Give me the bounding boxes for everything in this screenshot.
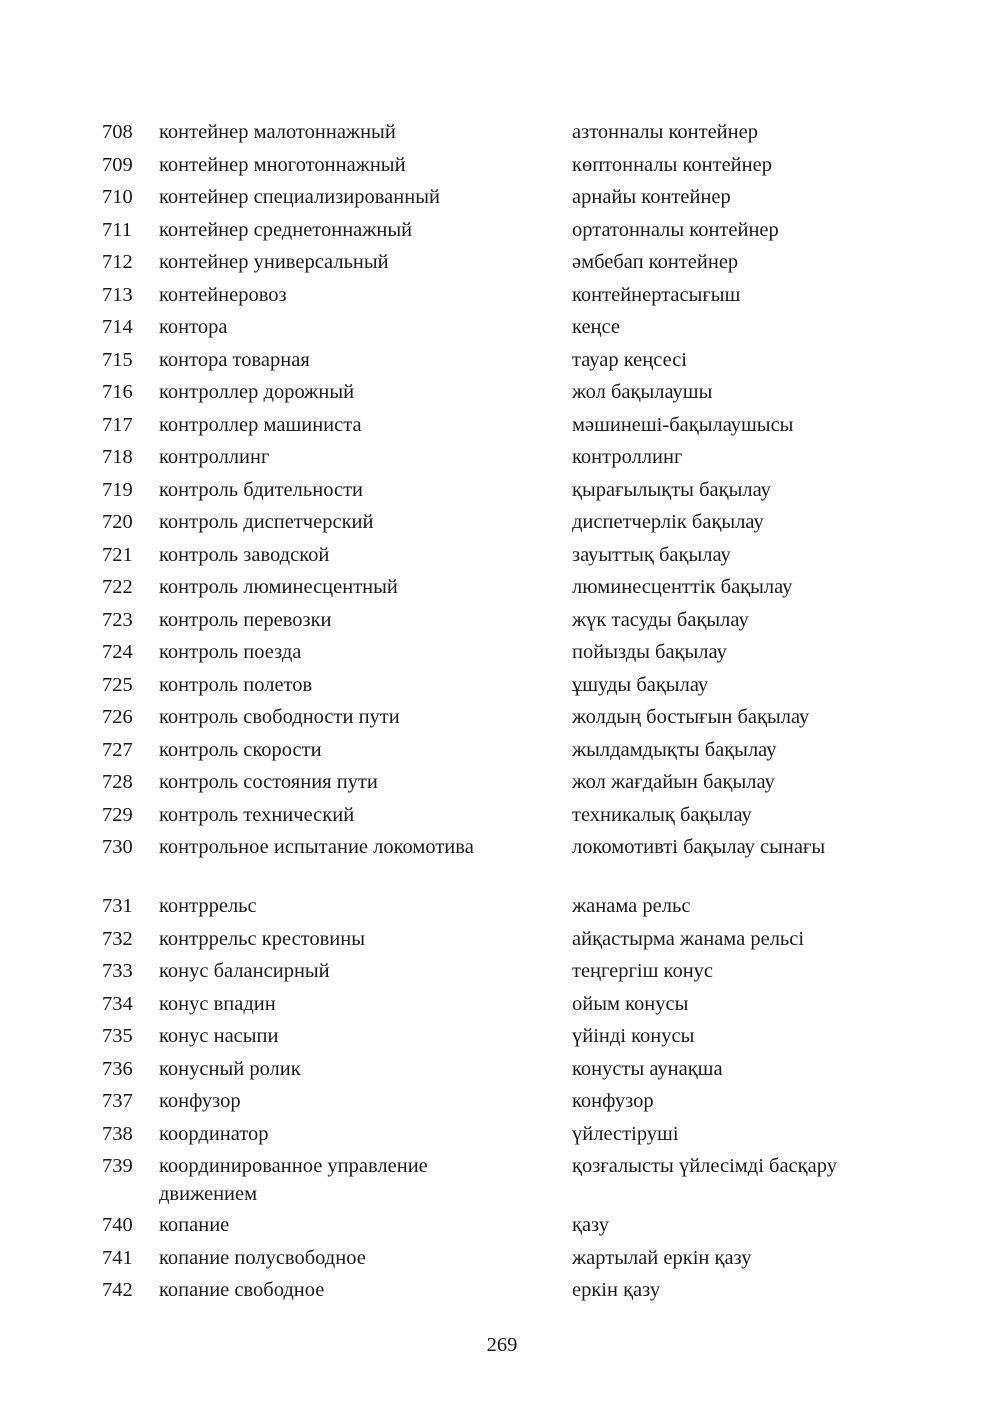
entry-number: 742	[102, 1279, 133, 1301]
russian-term: контора	[159, 316, 228, 338]
kazakh-term: жол бақылаушы	[572, 381, 713, 403]
russian-term: контроль состояния пути	[159, 771, 378, 793]
entry-number: 739	[102, 1155, 133, 1177]
entry-number: 735	[102, 1025, 133, 1047]
russian-term: контроль заводской	[159, 543, 330, 566]
russian-term: конус впадин	[159, 992, 276, 1015]
kazakh-term: қозғалысты үйлесімді басқару	[572, 1155, 837, 1177]
russian-term: контроль люминесцентный	[159, 576, 398, 598]
russian-term: контррельс крестовины	[159, 927, 366, 950]
glossary-entry	[0, 573, 1004, 606]
kazakh-term: мәшинеші-бақылаушысы	[572, 413, 794, 436]
russian-term: контроль бдительности	[159, 478, 363, 501]
kazakh-term: үйінді конусы	[572, 1025, 695, 1047]
glossary-entry	[0, 1152, 1004, 1211]
entry-number: 708	[102, 121, 133, 143]
russian-term: контррельс	[159, 895, 257, 917]
entry-number: 719	[102, 478, 133, 501]
glossary-entry	[0, 443, 1004, 476]
russian-term: контейнер специализированный	[159, 186, 440, 208]
glossary-entry	[0, 638, 1004, 671]
entry-number: 716	[102, 381, 133, 403]
russian-term: контроль поезда	[159, 641, 302, 663]
entry-number: 738	[102, 1122, 133, 1145]
kazakh-term: жылдамдықты бақылау	[572, 738, 777, 761]
glossary-entry	[0, 957, 1004, 990]
entry-number: 729	[102, 803, 133, 826]
glossary-entry	[0, 281, 1004, 314]
russian-term: контейнеровоз	[159, 283, 287, 306]
entry-number: 728	[102, 771, 133, 793]
glossary-entry	[0, 508, 1004, 541]
russian-term: контроллер дорожный	[159, 381, 355, 403]
kazakh-term: локомотивті бақылау сынағы	[572, 836, 826, 858]
entry-number: 734	[102, 992, 133, 1015]
russian-term: контрольное испытание локомотива	[159, 836, 474, 858]
glossary-entry	[0, 378, 1004, 411]
kazakh-term: жанама рельс	[572, 895, 691, 917]
kazakh-term: жолдың бостығын бақылау	[572, 706, 810, 728]
glossary-entry	[0, 925, 1004, 958]
kazakh-term: теңгергіш конус	[572, 960, 714, 982]
glossary-entry	[0, 346, 1004, 379]
kazakh-term: зауыттық бақылау	[572, 543, 731, 566]
entry-number: 718	[102, 446, 133, 468]
kazakh-term: қырағылықты бақылау	[572, 478, 771, 501]
glossary-entry	[0, 1276, 1004, 1309]
russian-term: контроль диспетчерский	[159, 511, 374, 533]
russian-term: контора товарная	[159, 348, 310, 371]
kazakh-term: әмбебап контейнер	[572, 251, 739, 273]
kazakh-term: пойызды бақылау	[572, 641, 727, 663]
kazakh-term: жүк тасуды бақылау	[572, 608, 749, 631]
glossary-entry	[0, 216, 1004, 249]
entry-number: 737	[102, 1090, 133, 1112]
glossary-entry	[0, 671, 1004, 704]
kazakh-term: айқастырма жанама рельсі	[572, 927, 805, 950]
glossary-entry	[0, 990, 1004, 1023]
entry-number: 727	[102, 738, 133, 761]
glossary-entry	[0, 541, 1004, 574]
glossary-entry	[0, 313, 1004, 346]
glossary-entry	[0, 248, 1004, 281]
russian-term: контроллинг	[159, 446, 270, 468]
entry-number: 741	[102, 1246, 133, 1269]
russian-term: контроль скорости	[159, 738, 322, 761]
russian-term: конус насыпи	[159, 1025, 279, 1047]
russian-term: копание полусвободное	[159, 1246, 366, 1269]
kazakh-term: ұшуды бақылау	[572, 673, 709, 696]
entry-number: 713	[102, 283, 133, 306]
entry-number: 722	[102, 576, 133, 598]
kazakh-term: конусты аунақша	[572, 1057, 723, 1080]
entry-number: 711	[102, 218, 132, 241]
page-number: 269	[486, 1334, 518, 1356]
entry-number: 710	[102, 186, 133, 208]
glossary-entry	[0, 1244, 1004, 1277]
entry-number: 717	[102, 413, 133, 436]
glossary-entry	[0, 736, 1004, 769]
kazakh-term: кеңсе	[572, 316, 620, 338]
entry-number: 736	[102, 1057, 133, 1080]
kazakh-term: техникалық бақылау	[572, 803, 752, 826]
glossary-entry	[0, 1120, 1004, 1153]
kazakh-term: үйлестіруші	[572, 1122, 679, 1145]
russian-term: координированное управление движением	[159, 1155, 428, 1205]
entry-number: 709	[102, 153, 133, 176]
glossary-entry	[0, 411, 1004, 444]
russian-term: контроль полетов	[159, 673, 313, 696]
entry-number: 733	[102, 960, 133, 982]
kazakh-term: жол жағдайын бақылау	[572, 771, 775, 793]
entry-number: 720	[102, 511, 133, 533]
glossary-list	[0, 118, 1004, 1309]
glossary-entry	[0, 833, 1004, 892]
kazakh-term: тауар кеңсесі	[572, 348, 687, 371]
entry-number: 724	[102, 641, 133, 663]
entry-number: 726	[102, 706, 133, 728]
kazakh-term: азтонналы контейнер	[572, 121, 758, 143]
russian-term: контейнер малотоннажный	[159, 121, 396, 143]
glossary-entry	[0, 703, 1004, 736]
kazakh-term: еркін қазу	[572, 1279, 661, 1301]
russian-term: копание свободное	[159, 1279, 325, 1301]
glossary-entry	[0, 1211, 1004, 1244]
kazakh-term: көптонналы контейнер	[572, 153, 772, 176]
kazakh-term: ойым конусы	[572, 992, 689, 1015]
russian-term: контейнер многотоннажный	[159, 153, 406, 176]
russian-term: координатор	[159, 1122, 269, 1145]
glossary-entry	[0, 768, 1004, 801]
kazakh-term: конфузор	[572, 1090, 654, 1112]
russian-term: копание	[159, 1214, 230, 1236]
kazakh-term: люминесценттік бақылау	[572, 576, 793, 598]
entry-number: 725	[102, 673, 133, 696]
glossary-entry	[0, 476, 1004, 509]
glossary-entry	[0, 1022, 1004, 1055]
russian-term: контроль перевозки	[159, 608, 332, 631]
russian-term: конусный ролик	[159, 1057, 301, 1080]
entry-number: 714	[102, 316, 133, 338]
kazakh-term: диспетчерлік бақылау	[572, 511, 764, 533]
entry-number: 731	[102, 895, 133, 917]
kazakh-term: қазу	[572, 1214, 609, 1236]
entry-number: 721	[102, 543, 133, 566]
glossary-entry	[0, 801, 1004, 834]
glossary-entry	[0, 606, 1004, 639]
russian-term: контроллер машиниста	[159, 413, 362, 436]
kazakh-term: контейнертасығыш	[572, 283, 741, 306]
glossary-entry	[0, 892, 1004, 925]
kazakh-term: ортатонналы контейнер	[572, 218, 779, 241]
russian-term: конфузор	[159, 1090, 241, 1112]
kazakh-term: контроллинг	[572, 446, 683, 468]
russian-term: конус балансирный	[159, 960, 330, 982]
russian-term: контроль технический	[159, 803, 355, 826]
entry-number: 732	[102, 927, 133, 950]
kazakh-term: арнайы контейнер	[572, 186, 731, 208]
russian-term: контроль свободности пути	[159, 706, 400, 728]
glossary-entry	[0, 1055, 1004, 1088]
entry-number: 723	[102, 608, 133, 631]
glossary-entry	[0, 1087, 1004, 1120]
glossary-entry	[0, 118, 1004, 151]
glossary-entry	[0, 183, 1004, 216]
russian-term: контейнер среднетоннажный	[159, 218, 413, 241]
kazakh-term: жартылай еркін қазу	[572, 1246, 752, 1269]
entry-number: 712	[102, 251, 133, 273]
russian-term: контейнер универсальный	[159, 251, 389, 273]
entry-number: 730	[102, 836, 133, 858]
glossary-entry	[0, 151, 1004, 184]
entry-number: 715	[102, 348, 133, 371]
entry-number: 740	[102, 1214, 133, 1236]
